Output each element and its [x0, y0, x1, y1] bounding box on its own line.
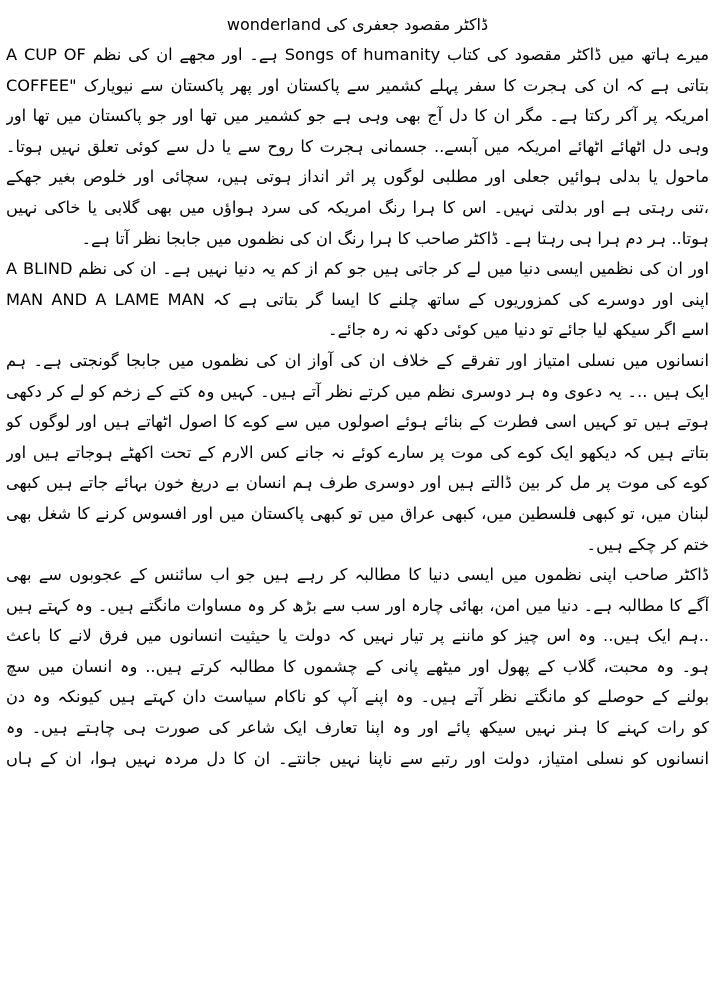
- text-line: آگے کا مطالبہ ہے۔ دنیا میں امن، بھائی چارہ اور سب سے بڑھ کر وہ مساوات مانگتے ہیں۔ وہ کہتے ہیں: [6, 595, 709, 615]
- text-line: MAN AND A LAME MAN اپنی اور دوسرے کی کمزوریوں کے ساتھ چلنے کا ایسا گر بتاتی ہے کہ: [6, 289, 709, 309]
- text-line: ماحول یا بدلی ہوائیں جعلی اور مطلبی لوگوں پر اثر انداز ہوتی ہیں، سچائی اور خلوص بغیر جھکے: [6, 167, 709, 187]
- text-line: COFFEE" بتاتی ہے کہ ان کی ہجرت کا سفر پہلے کشمیر سے پاکستان اور پھر پاکستان سے نیویارک: [6, 75, 709, 95]
- paragraph-1: [6, 40, 709, 254]
- paragraph-3: [6, 346, 709, 560]
- text-line: ایک ہیں ..۔ یہ دعوی وہ ہر دوسری نظم میں کرتے نظر آتے ہیں۔ کہیں وہ کتے کے زخم کو لے کر دکھی: [6, 381, 709, 401]
- text-line: بتاتے ہیں کہ دیکھو ایک کوے کی موت پر سارے کوئے نہ جانے کس الارم کے تحت اکھٹے ہوجاتے ہیں اور: [6, 442, 709, 462]
- paragraph-4: [6, 560, 709, 774]
- text-line: ہو۔ وہ محبت، گلاب کے پھول اور میٹھے پانی کے چشموں کا مطالبہ کرتے ہیں.. وہ انسان میں سچ: [6, 656, 709, 676]
- text-line: ختم کر چکے ہیں۔: [586, 534, 709, 554]
- text-line: اور ان کی نظمیں ایسی دنیا میں لے کر جاتی ہیں جو کم از کم یہ دنیا نہیں ہے۔ ان کی نظم A BLIND: [6, 259, 709, 279]
- paragraph-2: [6, 254, 709, 346]
- text-line: لبنان میں، تو کبھی فلسطین میں، کبھی عراق میں تو کبھی پاکستان میں اور افسوس کرنے کا شغل بھی: [6, 503, 709, 523]
- text-line: ،تنی رہتی ہے اور بدلتی نہیں۔ اس کا ہرا رنگ امریکہ کی سرد ہواؤں میں بھی گلابی یا خاکی نہیں: [6, 197, 709, 217]
- text-line: انسانوں کو نسلی امتیاز، دولت اور رتبے سے ناپنا نہیں جانتے۔ ان کا دل مردہ نہیں ہوا، ان کے ہاں: [6, 748, 709, 768]
- text-line: ڈاکٹر صاحب اپنی نظموں میں ایسی دنیا کا مطالبہ کر رہے ہیں جو اب سائنس کے عجوبوں سے بھی: [6, 565, 709, 585]
- document-title: ڈاکٹر مقصود جعفری کی wonderland: [226, 15, 489, 34]
- text-line: کوے کی موت پر مل کر بین ڈالتے ہیں اور دوسری طرف ہم انسان بے دریغ خون بہائے جاتے ہیں کبھی: [6, 473, 709, 493]
- text-line: ہوتا.. ہر دم ہرا ہی رہتا ہے۔ ڈاکٹر صاحب کا ہرا رنگ ان کی نظموں میں جابجا نظر آتا ہے۔: [81, 228, 709, 248]
- text-line: ہوتے ہیں تو کہیں اسی فطرت کے بنائے ہوئے اصولوں میں سے کوے کا اصول اٹھاتے ہیں اور لوگوں کو: [6, 412, 709, 432]
- text-line: انسانوں میں نسلی امتیاز اور تفرقے کے خلاف ان کی آواز ان کی نظموں میں جابجا گونجتی ہے۔ ہم: [6, 350, 709, 370]
- text-line: وہی دل اٹھائے اٹھائے امریکہ میں آبسے.. جسمانی ہجرت کا روح سے یا دل سے کوئی تعلق نہیں ہوتا۔: [6, 136, 709, 156]
- text-line: ..ہم ایک ہیں.. وہ اس چیز کو ماننے پر تیار نہیں کہ دولت یا حیثیت انسانوں میں فرق لانے کا باعث: [6, 626, 709, 646]
- text-line: بولنے کے حوصلے کو مانگتے نظر آتے ہیں۔ وہ اپنے آپ کو ناکام سیاست دان کہتے ہیں کیونکہ وہ دن: [6, 687, 709, 707]
- text-line: امریکہ پر آکر رکتا ہے۔ مگر ان کا دل آج بھی وہی ہے جو کشمیر میں تھا اور جو پاکستان میں تھا اور: [6, 106, 709, 126]
- text-line: اسے اگر سیکھ لیا جائے تو دنیا میں کوئی دکھ نہ رہ جائے۔: [328, 320, 709, 340]
- text-line: کو رات کہنے کا ہنر نہیں سیکھ پائے اور وہ اپنا تعارف ایک شاعر کی صورت ہی چاہتے ہیں۔ وہ: [6, 718, 709, 738]
- text-line: میرے ہاتھ میں ڈاکٹر مقصود کی کتاب Songs of humanity ہے۔ اور مجھے ان کی نظم A CUP OF: [6, 45, 709, 64]
